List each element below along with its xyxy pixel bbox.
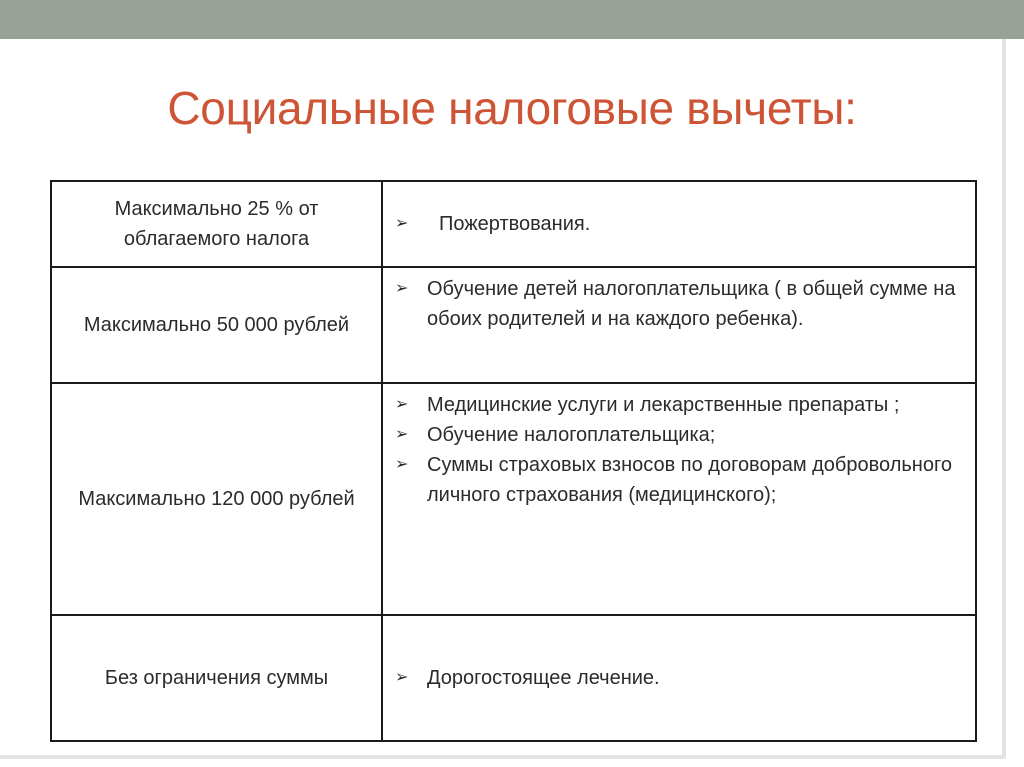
arrowhead-bullet-icon: ➢ xyxy=(395,280,409,297)
table-row xyxy=(51,615,976,741)
arrowhead-bullet-icon: ➢ xyxy=(395,456,409,473)
items-cell xyxy=(382,267,976,383)
slide-title: Социальные налоговые вычеты: xyxy=(167,82,857,134)
list-item-text: Обучение детей налогоплательщика ( в общей сумме на обоих родителей и на каждого ребенка). xyxy=(427,278,956,330)
list-item-text: Медицинские услуги и лекарственные препараты ; xyxy=(427,394,900,416)
list-item-text: Пожертвования. xyxy=(439,213,591,235)
items-cell xyxy=(382,615,976,741)
list-item xyxy=(395,209,965,239)
deductions-table xyxy=(50,180,977,742)
list-item-text: Суммы страховых взносов по договорам добровольного личного страхования (медицинского); xyxy=(427,454,952,506)
items-list xyxy=(395,390,965,510)
list-item-text: Обучение налогоплательщика; xyxy=(427,424,716,446)
items-list xyxy=(395,274,965,334)
items-list xyxy=(395,209,965,239)
arrowhead-bullet-icon: ➢ xyxy=(395,215,409,232)
top-decor-band xyxy=(0,0,1024,39)
list-item xyxy=(395,420,965,450)
items-cell xyxy=(382,383,976,615)
table-row xyxy=(51,267,976,383)
table-row xyxy=(51,383,976,615)
list-item xyxy=(395,390,965,420)
items-cell xyxy=(382,181,976,267)
limit-cell: Максимально 120 000 рублей xyxy=(51,383,382,615)
list-item xyxy=(395,663,965,693)
arrowhead-bullet-icon: ➢ xyxy=(395,396,409,413)
arrowhead-bullet-icon: ➢ xyxy=(395,669,409,686)
list-item xyxy=(395,450,965,510)
arrowhead-bullet-icon: ➢ xyxy=(395,426,409,443)
items-list xyxy=(395,663,965,693)
limit-cell: Без ограничения суммы xyxy=(51,615,382,741)
list-item-text: Дорогостоящее лечение. xyxy=(427,667,660,689)
table-row xyxy=(51,181,976,267)
limit-cell: Максимально 50 000 рублей xyxy=(51,267,382,383)
limit-cell: Максимально 25 % от облагаемого налога xyxy=(51,181,382,267)
list-item xyxy=(395,274,965,334)
